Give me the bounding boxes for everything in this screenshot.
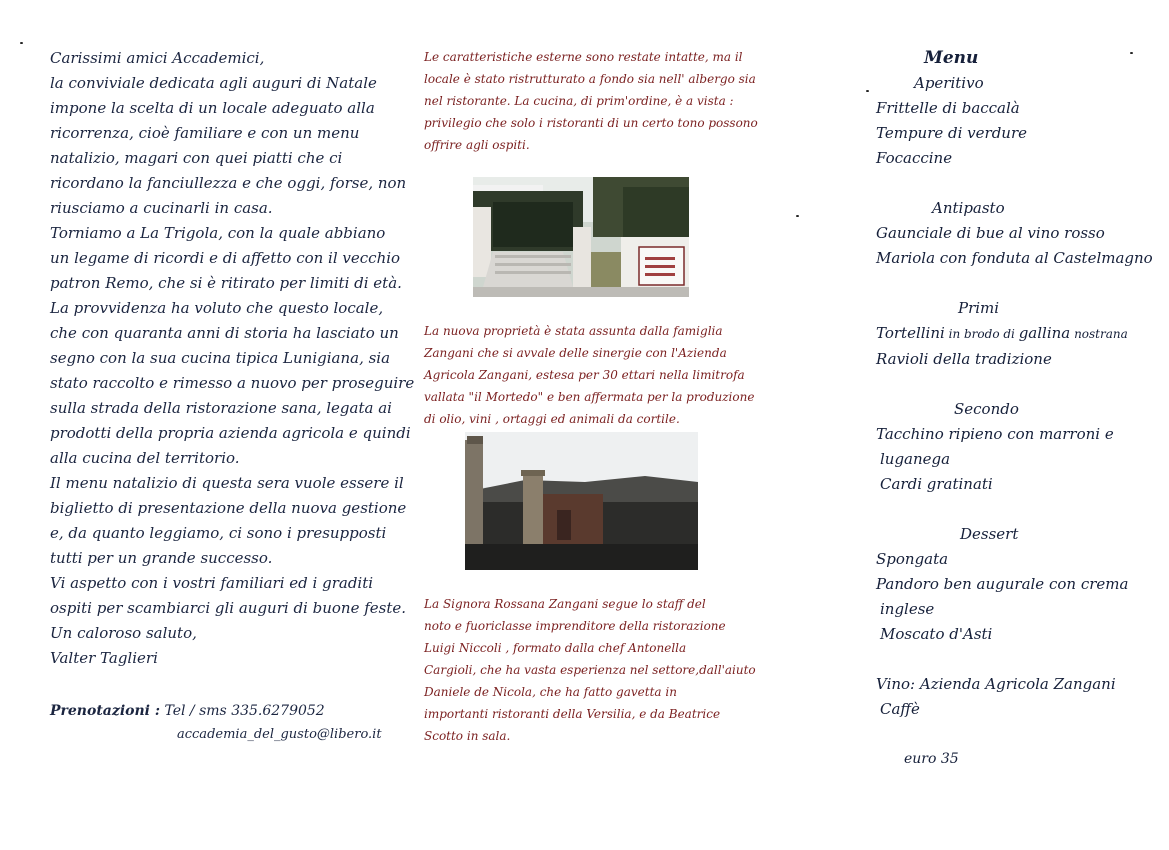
letter-line: segno con la sua cucina tipica Lunigiana, sia — [50, 349, 391, 367]
letter-line: ospiti per scambiarci gli auguri di buone feste. — [50, 599, 407, 617]
spacer — [870, 647, 1150, 672]
letter-line: un legame di ricordi e di affetto con il vecchio — [50, 249, 401, 267]
paragraph-renovation — [424, 46, 758, 156]
paragraph-line: nel ristorante. La cucina, di prim'ordine, è a vista : — [424, 94, 734, 108]
menu-item-part: in brodo di — [944, 327, 1019, 341]
paragraph-staff — [424, 593, 756, 747]
scan-speck — [796, 215, 799, 217]
letter-line: la conviviale dedicata agli auguri di Natale — [50, 74, 377, 92]
letter-line: ricorrenza, cioè familiare e con un menu — [50, 124, 360, 142]
paragraph-line: Le caratteristiche esterne sono restate intatte, ma il — [424, 50, 743, 64]
course-heading-secondo: Secondo — [954, 400, 1019, 418]
paragraph-line: Daniele de Nicola, che ha fatto gavetta in — [424, 685, 677, 699]
booking-phone: Tel / sms 335.6279052 — [164, 703, 325, 719]
paragraph-line: La Signora Rossana Zangani segue lo staff del — [424, 597, 706, 611]
letter-line: prodotti della propria azienda agricola e quindi — [50, 424, 411, 442]
letter-line: natalizio, magari con quei piatti che ci — [50, 149, 343, 167]
paragraph-ownership — [424, 320, 754, 430]
course-heading-antipasto: Antipasto — [932, 199, 1005, 217]
menu-item-part: Tortellini — [876, 324, 945, 342]
letter-line: ricordano la fanciullezza e che oggi, forse, non — [50, 174, 407, 192]
letter-line: tutti per un grande successo. — [50, 549, 273, 567]
menu-item: luganega — [880, 450, 951, 468]
menu-item: Ravioli della tradizione — [876, 350, 1052, 368]
menu-item — [870, 321, 1150, 347]
letter-line: La provvidenza ha voluto che questo locale, — [50, 299, 384, 317]
letter-signature: Valter Taglieri — [50, 649, 158, 667]
paragraph-line: Zangani che si avvale delle sinergie con l'Azienda — [424, 346, 727, 360]
paragraph-line: noto e fuoriclasse imprenditore della ristorazione — [424, 619, 726, 633]
menu-item: Frittelle di baccalà — [876, 99, 1020, 117]
paragraph-line: La nuova proprietà è stata assunta dalla famiglia — [424, 324, 723, 338]
paragraph-line: privilegio che solo i ristoranti di un certo tono possono — [424, 116, 758, 130]
letter-line: Il menu natalizio di questa sera vuole essere il — [50, 474, 404, 492]
paragraph-line: Cargioli, che ha vasta esperienza nel settore,dall'aiuto — [424, 663, 756, 677]
letter-line: Carissimi amici Accademici, — [50, 49, 265, 67]
paragraph-line: vallata "il Mortedo" e ben affermata per la produzione — [424, 390, 755, 404]
spacer — [870, 271, 1150, 296]
letter-line: Torniamo a La Trigola, con la quale abbiano — [50, 224, 386, 242]
scan-speck — [1130, 52, 1133, 54]
paragraph-line: Luigi Niccoli , formato dalla chef Antonella — [424, 641, 687, 655]
menu-item: Moscato d'Asti — [880, 625, 993, 643]
letter-line: e, da quanto leggiamo, ci sono i presupposti — [50, 524, 387, 542]
scan-speck — [866, 90, 869, 92]
gate-pillars-photo — [465, 432, 698, 570]
letter-line: che con quaranta anni di storia ha lasciato un — [50, 324, 399, 342]
menu-item: Tacchino ripieno con marroni e — [876, 425, 1114, 443]
menu-item: Cardi gratinati — [880, 475, 993, 493]
spacer — [870, 497, 1150, 522]
spacer — [870, 171, 1150, 196]
menu-item: Mariola con fonduta al Castelmagno — [876, 249, 1153, 267]
letter-line: riusciamo a cucinarli in casa. — [50, 199, 273, 217]
letter-line: alla cucina del territorio. — [50, 449, 240, 467]
menu — [870, 46, 1153, 772]
menu-item: Pandoro ben augurale con crema — [876, 575, 1129, 593]
menu-title: Menu — [924, 48, 979, 68]
spacer — [870, 722, 1150, 747]
paragraph-line: locale è stato ristrutturato a fondo sia nell' albergo sia — [424, 72, 756, 86]
letter-line: Vi aspetto con i vostri familiari ed i graditi — [50, 574, 374, 592]
booking-info — [50, 700, 380, 746]
letter-line: sulla strada della ristorazione sana, legata ai — [50, 399, 392, 417]
scan-speck — [20, 42, 23, 44]
menu-item: inglese — [880, 600, 935, 618]
menu-item-part: gallina — [1018, 324, 1071, 342]
price: euro 35 — [904, 751, 959, 767]
letter-line: Un caloroso saluto, — [50, 624, 197, 642]
menu-item: Tempure di verdure — [876, 124, 1028, 142]
course-heading-aperitivo: Aperitivo — [914, 74, 984, 92]
letter-line: impone la scelta di un locale adeguato alla — [50, 99, 375, 117]
letter-line: patron Remo, che si è ritirato per limiti di età. — [50, 274, 402, 292]
course-heading-dessert: Dessert — [960, 525, 1019, 543]
course-heading-primi: Primi — [958, 299, 1000, 317]
menu-item: Focaccine — [876, 149, 953, 167]
menu-item-part: nostrana — [1070, 327, 1128, 341]
paragraph-line: importanti ristoranti della Versilia, e da Beatrice — [424, 707, 721, 721]
paragraph-line: offrire agli ospiti. — [424, 138, 530, 152]
menu-item: Gaunciale di bue al vino rosso — [876, 224, 1105, 242]
letter-line: biglietto di presentazione della nuova gestione — [50, 499, 407, 517]
paragraph-line: Agricola Zangani, estesa per 30 ettari nella limitrofa — [424, 368, 745, 382]
letter — [50, 46, 415, 671]
booking-label: Prenotazioni : — [50, 703, 161, 719]
restaurant-entrance-photo — [473, 177, 689, 297]
paragraph-line: di olio, vini , ortaggi ed animali da cortile. — [424, 412, 680, 426]
coffee-line: Caffè — [880, 700, 920, 718]
wine-line: Vino: Azienda Agricola Zangani — [876, 675, 1116, 693]
paragraph-line: Scotto in sala. — [424, 729, 511, 743]
letter-line: stato raccolto e rimesso a nuovo per proseguire — [50, 374, 415, 392]
menu-item: Spongata — [876, 550, 949, 568]
spacer — [870, 372, 1150, 397]
booking-email: accademia_del_gusto@libero.it — [177, 727, 382, 742]
